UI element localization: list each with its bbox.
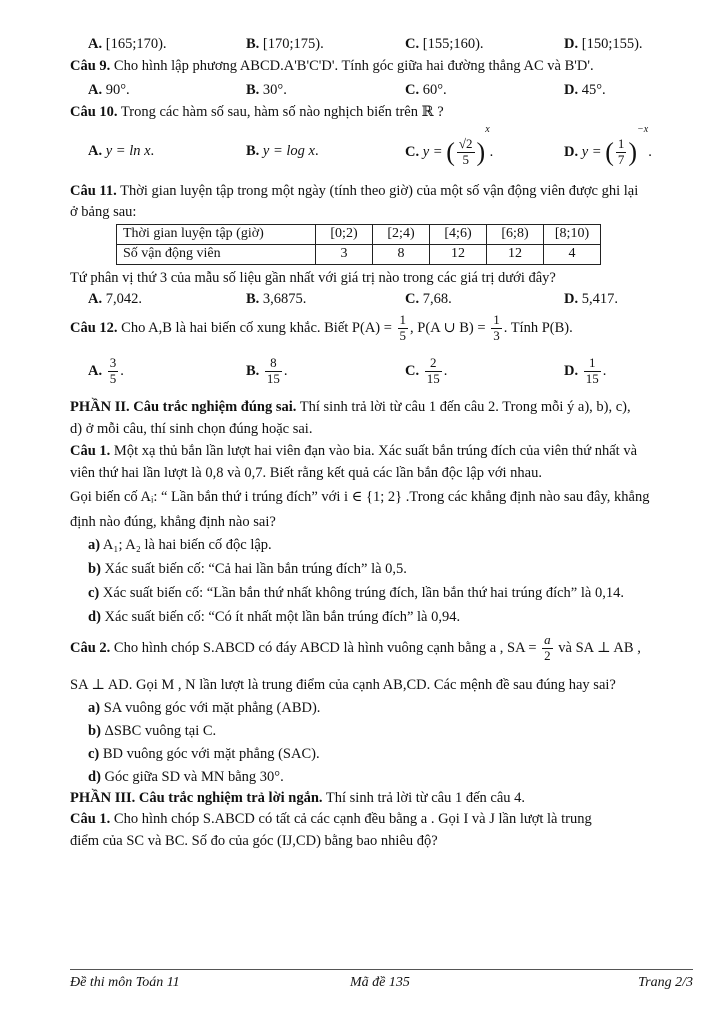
footer-page-number: Trang 2/3 (638, 975, 693, 990)
part2-q2-line1a: Cho hình chóp S.ABCD có đáy ABCD là hình vuông cạnh bằng a , SA = (113, 639, 537, 656)
q12-text-part3: . Tính P(B). (503, 319, 573, 336)
item-text: Xác suất biến cố: “Cả hai lần bắn trúng đích” là 0,5. (104, 561, 407, 577)
q9-option-c-letter: C. (405, 82, 420, 98)
item-text: SA vuông góc với mặt phẳng (ABD). (103, 700, 321, 716)
q9-text: Cho hình lập phương ABCD.A'B'C'D'. Tính góc giữa hai đường thẳng AC và B'D'. (113, 58, 594, 74)
fraction-numerator: 2 (425, 356, 442, 372)
q10-option-d-letter: D. (564, 144, 579, 160)
part2-q1-item-c (88, 585, 624, 602)
q8-option-d-letter: D. (564, 36, 579, 52)
fraction-numerator: 1 (584, 356, 601, 372)
q9-option-b: 30° (262, 82, 284, 98)
table-row (117, 225, 601, 245)
q10-option-d-exponent: −x (637, 124, 649, 135)
item-key: a) (88, 700, 101, 716)
item-text: BD vuông góc với mặt phẳng (SAC). (102, 746, 320, 762)
item-text: ΔSBC vuông tại C. (104, 723, 217, 739)
table-cell: 3 (316, 245, 373, 265)
part2-q1-line2: viên thứ hai lần lượt là 0,8 và 0,7. Biết rằng kết quả các lần bắn độc lập với nhau. (70, 465, 542, 481)
part3-q1-line1: Cho hình chóp S.ABCD có tất cả các cạnh đều bằng a . Gọi I và J lần lượt là trung (113, 811, 592, 827)
table-header-cell: Số vận động viên (117, 245, 316, 265)
open-paren: ( (605, 137, 614, 167)
page-footer (70, 969, 693, 990)
q12-option-b-letter: B. (246, 362, 260, 379)
part2-q1-item-d (88, 609, 460, 626)
q8-option-c: [155;160) (422, 36, 480, 52)
part2-q2-item-d (88, 769, 284, 786)
q12-pu-fraction (491, 313, 502, 344)
part2-q1-line1: Một xạ thủ bắn lần lượt hai viên đạn vào bia. Xác suất bắn trúng đích của viên thứ nhất và (113, 443, 638, 459)
part3-heading (70, 790, 525, 807)
part2-title: PHẦN II. Câu trắc nghiệm đúng sai. (70, 399, 297, 415)
q10-option-d: D. y = ( $\frac{1}{7}$ )$^{-x}$. (564, 124, 652, 168)
part2-q1-stem (70, 443, 637, 460)
item-key: b) (88, 723, 101, 739)
q10-text: Trong các hàm số sau, hàm số nào nghịch biến trên ℝ ? (120, 104, 444, 120)
fraction-numerator: 1 (617, 136, 625, 152)
q12-option-c (425, 356, 442, 387)
q8-option-d: [150;155) (581, 36, 639, 52)
q11-option-c: 7,68. (422, 291, 452, 307)
table-cell: 12 (430, 245, 487, 265)
q10-option-c: C. y = ( $\frac{√2}{5}$ )$^x$. (405, 124, 494, 168)
q12-label: Câu 12. (70, 319, 118, 336)
item-text: A₁; A₂ là hai biến cố độc lập. (102, 537, 272, 553)
item-key: c) (88, 585, 100, 601)
part2-q2-item-b (88, 723, 216, 740)
table-cell: 12 (487, 245, 544, 265)
part2-q2-item-a (88, 700, 320, 717)
q9-stem (70, 58, 594, 75)
q9-label: Câu 9. (70, 58, 111, 74)
q8-option-b: [170;175) (262, 36, 321, 52)
q9-option-b-letter: B. (246, 82, 260, 98)
q11-question: Tứ phân vị thứ 3 của mẫu số liệu gần nhất với giá trị nào trong các giá trị dưới đây? (70, 270, 556, 286)
q10-option-c-lhs: y = (422, 144, 443, 160)
fraction-numerator: 1 (399, 312, 407, 327)
part2-q2-item-c (88, 746, 320, 763)
part2-q1-line4: định nào đúng, khẳng định nào sai? (70, 514, 276, 530)
open-paren: ( (446, 137, 455, 167)
q10-option-d-lhs: y = (581, 144, 602, 160)
part3-q1-label: Câu 1. (70, 811, 111, 827)
q8-option-c-letter: C. (405, 36, 420, 52)
q11-option-a: 7,042. (105, 291, 142, 307)
part3-q1-line2: điểm của SC và BC. Số đo của góc (IJ,CD) bằng bao nhiêu độ? (70, 833, 438, 849)
item-key: a) (88, 537, 101, 553)
q12-option-a-letter: A. (88, 362, 103, 379)
q8-option-a: [165;170) (105, 36, 163, 52)
close-paren: ) (476, 137, 486, 167)
q9-option-d: 45° (581, 82, 603, 98)
part2-q1-item-a (88, 537, 272, 554)
q11-option-d-letter: D. (564, 291, 579, 307)
table-header-cell: Thời gian luyện tập (giờ) (117, 225, 316, 245)
q11-text-line1: Thời gian luyện tập trong một ngày (tính theo giờ) của một số vận động viên được ghi lại (120, 183, 639, 199)
table-cell: [0;2) (316, 225, 373, 245)
table-cell: [8;10) (544, 225, 601, 245)
part2-instructions-1: Thí sinh trả lời từ câu 1 đến câu 2. Trong mỗi ý a), b), c), (299, 399, 631, 415)
part2-heading (70, 399, 631, 416)
fraction-denominator: 5 (399, 327, 407, 343)
q10-option-b-letter: B. (246, 143, 260, 159)
q9-option-a: 90° (105, 82, 127, 98)
q10-option-b: y = log x (262, 143, 315, 159)
part2-q1-line3: Gọi biến cố Aᵢ: “ Lần bắn thứ i trúng đích” với i ∈ {1; 2} .Trong các khẳng định nào sau đây, khẳng (70, 489, 650, 505)
part2-q1-label: Câu 1. (70, 443, 111, 459)
q12-pa-fraction (398, 313, 409, 344)
fraction-numerator: a (544, 632, 551, 647)
part3-title: PHẦN III. Câu trắc nghiệm trả lời ngắn. (70, 790, 323, 806)
q11-option-b: 3,6875. (262, 291, 307, 307)
footer-subject: Đề thi môn Toán 11 (70, 975, 180, 990)
table-cell: [4;6) (430, 225, 487, 245)
q11-option-a-letter: A. (88, 291, 103, 307)
part2-instructions-2: d) ở mỗi câu, thí sinh chọn đúng hoặc sai. (70, 421, 313, 437)
q10-option-d-fraction (616, 137, 627, 168)
fraction-denominator: 15 (426, 370, 440, 386)
fraction-denominator: 5 (109, 370, 117, 386)
q10-option-a: y = ln x (105, 143, 151, 159)
table-row (117, 245, 601, 265)
q11-data-table (116, 224, 601, 265)
q11-option-d: 5,417. (581, 291, 618, 307)
q12-text-part1: Cho A,B là hai biến cố xung khắc. Biết P(A) = (121, 319, 392, 336)
q11-option-c-letter: C. (405, 291, 420, 307)
table-cell: 4 (544, 245, 601, 265)
q10-stem (70, 104, 444, 121)
q11-label: Câu 11. (70, 183, 117, 199)
fraction-denominator: 7 (617, 152, 625, 168)
fraction-denominator: 2 (544, 647, 551, 663)
table-cell: [2;4) (373, 225, 430, 245)
fraction-denominator: 15 (585, 370, 599, 386)
q12-option-a (108, 356, 119, 387)
part2-q2-sa-fraction (542, 633, 553, 664)
fraction-numerator: 3 (109, 355, 117, 370)
item-key: c) (88, 746, 100, 762)
fraction-numerator: √2 (458, 136, 473, 152)
q9-option-c: 60° (422, 82, 444, 98)
q10-option-c-fraction (457, 137, 475, 168)
q10-option-a-letter: A. (88, 143, 103, 159)
fraction-denominator: 5 (462, 152, 469, 168)
item-text: Góc giữa SD và MN bằng 30°. (104, 769, 284, 785)
item-text: Xác suất biến cố: “Có ít nhất một lần bắn trúng đích” là 0,94. (104, 609, 461, 625)
q8-option-b-letter: B. (246, 36, 260, 52)
q11-stem (70, 183, 638, 200)
close-paren: ) (628, 137, 638, 167)
q12-option-c-letter: C. (405, 362, 420, 379)
q8-option-a-letter: A. (88, 36, 103, 52)
q9-option-d-letter: D. (564, 82, 579, 98)
q12-option-b (265, 356, 282, 387)
part3-instructions: Thí sinh trả lời từ câu 1 đến câu 4. (325, 790, 526, 806)
q12-stem (70, 313, 573, 344)
table-cell: [6;8) (487, 225, 544, 245)
q11-option-b-letter: B. (246, 291, 260, 307)
q12-text-part2: , P(A ∪ B) = (410, 319, 486, 336)
item-key: d) (88, 609, 101, 625)
table-cell: 8 (373, 245, 430, 265)
q12-option-d-letter: D. (564, 362, 579, 379)
item-text: Xác suất biến cố: “Lần bắn thứ nhất không trúng đích, lần bắn thứ hai trúng đích” là 0,14. (102, 585, 624, 601)
q9-option-a-letter: A. (88, 82, 103, 98)
fraction-numerator: 8 (265, 356, 282, 372)
part2-q2-label: Câu 2. (70, 639, 111, 656)
fraction-denominator: 3 (493, 327, 500, 343)
fraction-numerator: 1 (493, 312, 500, 327)
part2-q2-stem (70, 633, 641, 664)
item-key: b) (88, 561, 101, 577)
part2-q2-line1b: và SA ⊥ AB , (558, 639, 641, 656)
q12-option-d (584, 356, 601, 387)
part3-q1-stem (70, 811, 592, 828)
q11-text-line2: ở bảng sau: (70, 204, 137, 220)
part2-q1-item-b (88, 561, 407, 578)
q10-label: Câu 10. (70, 104, 118, 120)
q10-option-c-letter: C. (405, 144, 420, 160)
fraction-denominator: 15 (266, 370, 280, 386)
q10-option-c-exponent: x (485, 124, 490, 135)
part2-q2-line2: SA ⊥ AD. Gọi M , N lần lượt là trung điểm của cạnh AB,CD. Các mệnh đề sau đúng hay sai? (70, 677, 616, 693)
item-key: d) (88, 769, 101, 785)
footer-exam-code: Mã đề 135 (350, 975, 410, 990)
